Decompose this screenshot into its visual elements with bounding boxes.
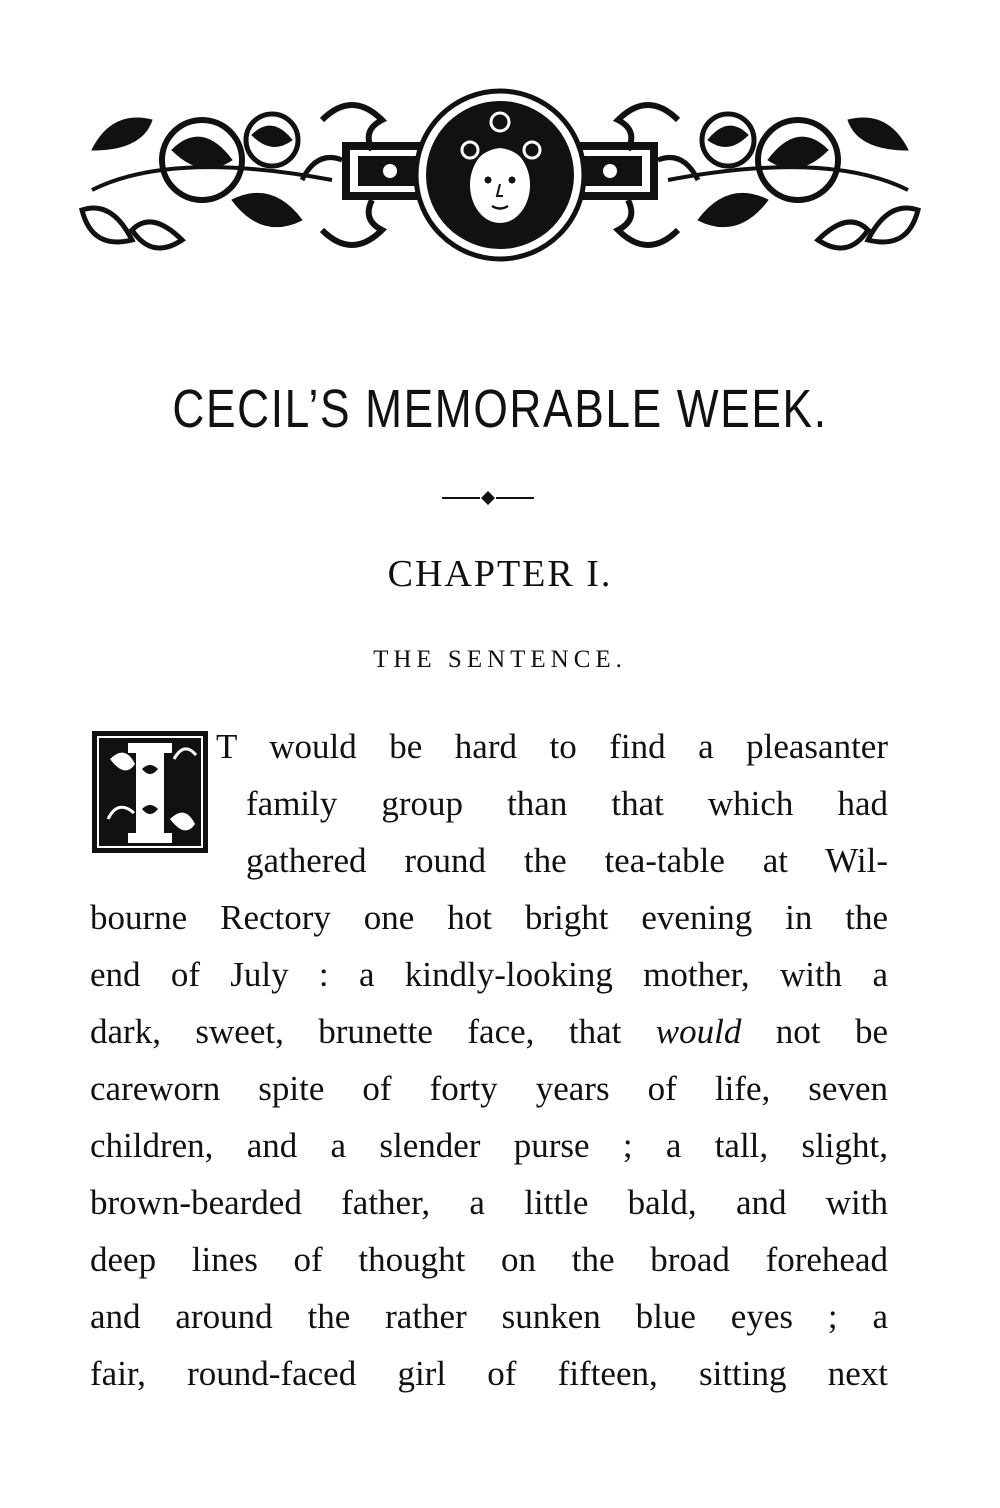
text-line-6-after: not be	[741, 1012, 889, 1051]
text-line-2: family group than that which had	[246, 784, 888, 823]
book-title: CECIL’S MEMORABLE WEEK.	[172, 379, 828, 439]
svg-text:I: I	[150, 851, 151, 852]
text-line-6	[90, 1014, 888, 1049]
text-line-1: T would be hard to find a pleasanter	[216, 727, 888, 766]
ornamental-drop-cap-i	[90, 729, 214, 859]
chapter-subtitle: THE SENTENCE.	[373, 646, 627, 673]
text-line-10: deep lines of thought on the broad forehead	[90, 1240, 888, 1279]
diamond-rule-ornament-icon	[440, 488, 536, 508]
text-line-4: bourne Rectory one hot bright evening in the	[90, 898, 888, 937]
text-line-3: gathered round the tea-table at Wil-	[246, 841, 888, 880]
floral-portrait-headpiece-icon	[72, 80, 928, 270]
chapter-heading: CHAPTER I.	[387, 553, 613, 595]
text-line-7: careworn spite of forty years of life, seven	[90, 1069, 888, 1108]
text-line-6-before: dark, sweet, brunette face, that	[90, 1012, 656, 1051]
text-line-12: fair, round-faced girl of fifteen, sitting next	[90, 1354, 888, 1393]
text-line-9: brown-bearded father, a little bald, and with	[90, 1183, 888, 1222]
text-line-8: children, and a slender purse ; a tall, slight,	[90, 1126, 888, 1165]
text-line-5: end of July : a kindly-looking mother, with a	[90, 955, 888, 994]
text-line-11: and around the rather sunken blue eyes ; a	[90, 1297, 888, 1336]
emphasis-would: would	[655, 1012, 742, 1051]
